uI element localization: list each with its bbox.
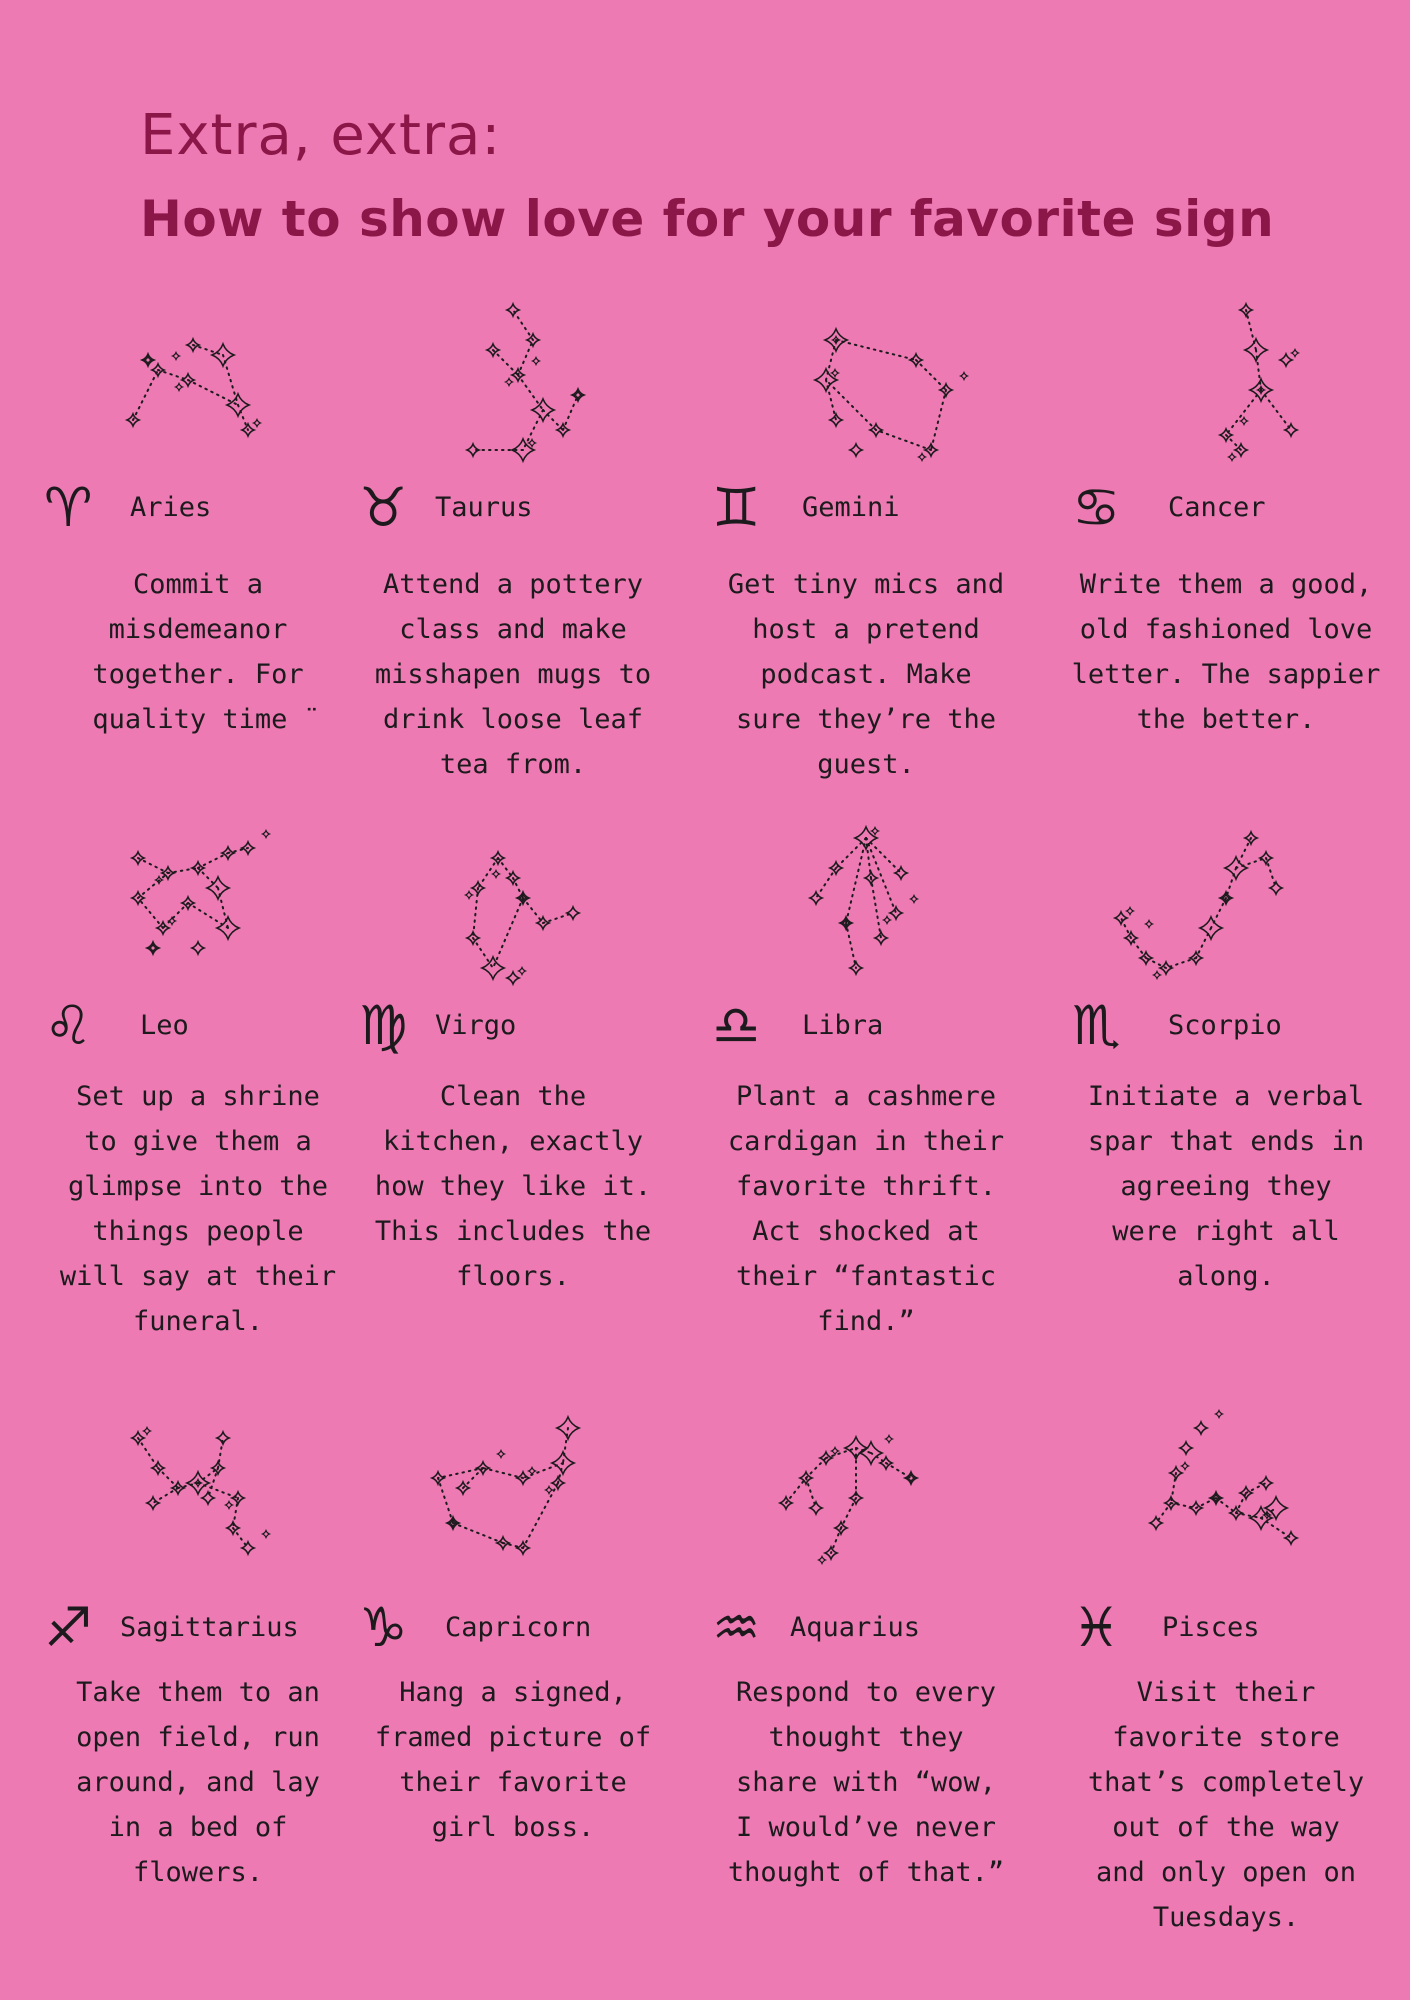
description-line: things people — [92, 1216, 304, 1247]
description-line: misdemeanor — [108, 614, 288, 645]
description-line: This includes the — [374, 1216, 652, 1247]
description-line: share with “wow, — [735, 1767, 997, 1798]
description-line: out of the way — [1112, 1812, 1340, 1843]
sign-name: Sagittarius — [120, 1612, 299, 1643]
description-line: tea from. — [439, 749, 587, 780]
pisces-symbol-icon: ♓ — [1072, 1596, 1121, 1659]
sign-name-row — [1050, 996, 1402, 1056]
sign-description — [22, 1074, 374, 1344]
description-line: framed picture of — [374, 1722, 652, 1753]
libra-symbol-icon: ♎ — [712, 994, 761, 1057]
aries-symbol-icon: ♈ — [44, 476, 93, 539]
description-line: Set up a shrine — [76, 1081, 320, 1112]
sign-name-row — [1050, 1598, 1402, 1658]
description-line: Take them to an — [76, 1677, 320, 1708]
sign-name: Libra — [802, 1010, 884, 1041]
description-line: favorite store — [1112, 1722, 1340, 1753]
constellation-illustration — [22, 818, 374, 988]
taurus-symbol-icon: ♉ — [359, 476, 408, 539]
page-kicker: Extra, extra: — [140, 103, 502, 168]
sign-name-row — [690, 996, 1042, 1056]
constellation-illustration — [337, 1408, 689, 1578]
constellation-illustration — [22, 300, 374, 470]
sign-name: Aries — [130, 492, 212, 523]
capricorn-symbol-icon: ♑ — [359, 1596, 408, 1659]
description-line: and only open on — [1095, 1857, 1357, 1888]
sign-name: Gemini — [802, 492, 900, 523]
aquarius-symbol-icon: ♒ — [712, 1596, 761, 1659]
description-line: Commit a — [132, 569, 264, 600]
description-line: Get tiny mics and — [727, 569, 1005, 600]
description-line: old fashioned love — [1079, 614, 1373, 645]
virgo-symbol-icon: ♍ — [359, 994, 408, 1057]
sign-description — [22, 562, 374, 742]
description-line: cardigan in their — [727, 1126, 1005, 1157]
sign-name-row — [690, 1598, 1042, 1658]
sign-description — [1050, 1074, 1402, 1299]
description-line: I would’ve never — [735, 1812, 997, 1843]
description-line: together. For — [92, 659, 304, 690]
description-line: misshapen mugs to — [374, 659, 652, 690]
description-line: girl boss. — [431, 1812, 595, 1843]
description-line: their “fantastic — [735, 1261, 997, 1292]
sign-name: Leo — [140, 1010, 189, 1041]
page-title: How to show love for your favorite sign — [140, 190, 1275, 248]
description-line: flowers. — [132, 1857, 264, 1888]
sign-description — [337, 1670, 689, 1850]
description-line: open field, run — [76, 1722, 320, 1753]
description-line: the better. — [1136, 704, 1316, 735]
description-line: favorite thrift. — [735, 1171, 997, 1202]
description-line: Visit their — [1136, 1677, 1316, 1708]
sign-description — [337, 562, 689, 787]
description-line: Tuesdays. — [1152, 1902, 1300, 1933]
sign-name-row — [22, 996, 374, 1056]
sign-name-row — [1050, 478, 1402, 538]
sign-description — [690, 1074, 1042, 1344]
description-line: podcast. Make — [760, 659, 972, 690]
description-line: Clean the — [439, 1081, 587, 1112]
constellation-illustration — [1050, 818, 1402, 988]
cancer-symbol-icon: ♋ — [1072, 476, 1121, 539]
description-line: kitchen, exactly — [382, 1126, 644, 1157]
sign-name-row — [22, 478, 374, 538]
description-line: that’s completely — [1087, 1767, 1365, 1798]
description-line: will say at their — [59, 1261, 337, 1292]
description-line: were right all — [1112, 1216, 1340, 1247]
sign-description — [337, 1074, 689, 1299]
constellation-illustration — [1050, 300, 1402, 470]
description-line: along. — [1177, 1261, 1275, 1292]
description-line: glimpse into the — [67, 1171, 329, 1202]
header — [140, 100, 1274, 248]
description-line: Respond to every — [735, 1677, 997, 1708]
description-line: thought they — [768, 1722, 964, 1753]
sign-description — [690, 1670, 1042, 1895]
scorpio-symbol-icon: ♏ — [1072, 994, 1121, 1057]
sign-name: Taurus — [435, 492, 533, 523]
sign-name-row — [22, 1598, 374, 1658]
constellation-illustration — [1050, 1408, 1402, 1578]
description-line: Initiate a verbal — [1087, 1081, 1365, 1112]
description-line: letter. The sappier — [1071, 659, 1381, 690]
sign-description — [1050, 1670, 1402, 1940]
constellation-illustration — [690, 818, 1042, 988]
description-line: Plant a cashmere — [735, 1081, 997, 1112]
constellation-illustration — [690, 1408, 1042, 1578]
constellation-illustration — [337, 818, 689, 988]
description-line: drink loose leaf — [382, 704, 644, 735]
sagittarius-symbol-icon: ♐ — [44, 1596, 93, 1659]
description-line: Write them a good, — [1079, 569, 1373, 600]
sign-name-row — [690, 478, 1042, 538]
description-line: around, and lay — [76, 1767, 320, 1798]
description-line: spar that ends in — [1087, 1126, 1365, 1157]
sign-name: Scorpio — [1168, 1010, 1282, 1041]
description-line: funeral. — [132, 1306, 264, 1337]
description-line: guest. — [817, 749, 915, 780]
description-line: agreeing they — [1120, 1171, 1332, 1202]
description-line: find.” — [817, 1306, 915, 1337]
sign-name: Pisces — [1162, 1612, 1260, 1643]
sign-name-row — [337, 1598, 689, 1658]
description-line: in a bed of — [108, 1812, 288, 1843]
description-line: Hang a signed, — [399, 1677, 627, 1708]
sign-description — [690, 562, 1042, 787]
description-line: their favorite — [399, 1767, 627, 1798]
sign-description — [22, 1670, 374, 1895]
constellation-illustration — [690, 300, 1042, 470]
description-line: Act shocked at — [752, 1216, 980, 1247]
constellation-illustration — [22, 1408, 374, 1578]
description-line: sure they’re the — [735, 704, 997, 735]
description-line: quality time ̈ — [92, 704, 304, 735]
description-line: host a pretend — [752, 614, 980, 645]
sign-name-row — [337, 478, 689, 538]
description-line: Attend a pottery — [382, 569, 644, 600]
description-line: thought of that.” — [727, 1857, 1005, 1888]
description-line: to give them a — [84, 1126, 312, 1157]
gemini-symbol-icon: ♊ — [712, 476, 761, 539]
sign-description — [1050, 562, 1402, 742]
sign-name: Virgo — [435, 1010, 517, 1041]
sign-name: Cancer — [1168, 492, 1266, 523]
sign-name: Capricorn — [445, 1612, 592, 1643]
description-line: floors. — [456, 1261, 570, 1292]
description-line: class and make — [399, 614, 627, 645]
sign-name: Aquarius — [790, 1612, 921, 1643]
leo-symbol-icon: ♌ — [44, 994, 93, 1057]
sign-name-row — [337, 996, 689, 1056]
constellation-illustration — [337, 300, 689, 470]
description-line: how they like it. — [374, 1171, 652, 1202]
